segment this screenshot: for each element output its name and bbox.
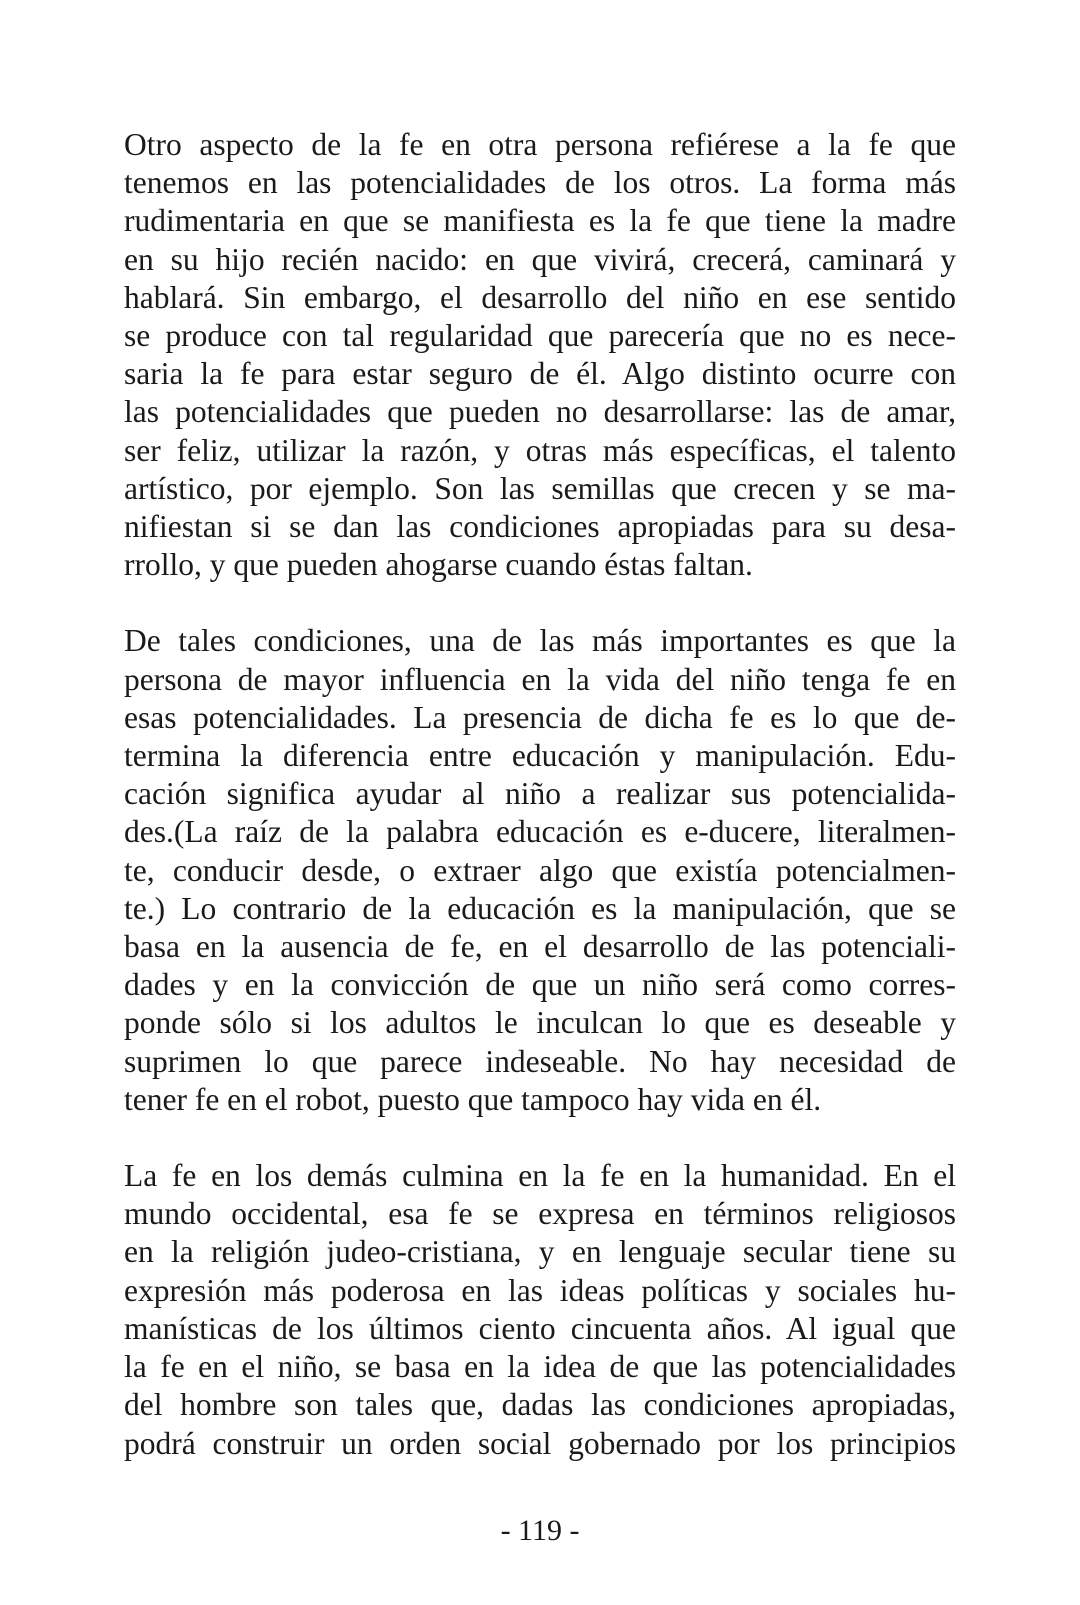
text-line: se produce con tal regularidad que parecería que no es nece- bbox=[124, 318, 956, 354]
text-line: la fe en el niño, se basa en la idea de que las potencialidades bbox=[124, 1349, 956, 1385]
text-line: saria la fe para estar seguro de él. Algo distinto ocurre con bbox=[124, 356, 956, 392]
text-line: del hombre son tales que, dadas las condiciones apropiadas, bbox=[124, 1387, 956, 1423]
text-line: en la religión judeo-cristiana, y en lenguaje secular tiene su bbox=[124, 1234, 956, 1270]
text-line: cación significa ayudar al niño a realizar sus potencialida- bbox=[124, 776, 956, 812]
paragraph-3 bbox=[124, 1157, 956, 1463]
paragraph-2 bbox=[124, 622, 956, 1119]
text-line: persona de mayor influencia en la vida del niño tenga fe en bbox=[124, 661, 956, 697]
text-line: tenemos en las potencialidades de los otros. La forma más bbox=[124, 165, 956, 201]
text-line: manísticas de los últimos ciento cincuenta años. Al igual que bbox=[124, 1310, 956, 1346]
text-line: esas potencialidades. La presencia de dicha fe es lo que de- bbox=[124, 699, 956, 735]
text-line: rudimentaria en que se manifiesta es la fe que tiene la madre bbox=[124, 203, 956, 239]
text-line: mundo occidental, esa fe se expresa en términos religiosos bbox=[124, 1196, 956, 1232]
text-line: suprimen lo que parece indeseable. No hay necesidad de bbox=[124, 1043, 956, 1079]
paragraph-1 bbox=[124, 126, 956, 584]
page-number: - 119 - bbox=[500, 1514, 580, 1547]
text-line: tener fe en el robot, puesto que tampoco hay vida en él. bbox=[124, 1081, 822, 1117]
text-line: De tales condiciones, una de las más importantes es que la bbox=[124, 623, 956, 659]
text-line: podrá construir un orden social gobernado por los principios bbox=[124, 1425, 956, 1461]
text-line: rrollo, y que pueden ahogarse cuando éstas faltan. bbox=[124, 547, 753, 583]
text-line: dades y en la convicción de que un niño será como corres- bbox=[124, 967, 956, 1003]
text-line: te.) Lo contrario de la educación es la manipulación, que se bbox=[124, 890, 956, 926]
text-line: Otro aspecto de la fe en otra persona refiérese a la fe que bbox=[124, 127, 956, 162]
text-line: te, conducir desde, o extraer algo que existía potencialmen- bbox=[124, 852, 956, 888]
text-line: nifiestan si se dan las condiciones apropiadas para su desa- bbox=[124, 509, 956, 545]
text-line: basa en la ausencia de fe, en el desarrollo de las potenciali- bbox=[124, 929, 956, 965]
text-line: ponde sólo si los adultos le inculcan lo que es deseable y bbox=[124, 1005, 956, 1041]
page-body bbox=[124, 126, 956, 1501]
text-line: ser feliz, utilizar la razón, y otras más específicas, el talento bbox=[124, 432, 956, 468]
text-line: artístico, por ejemplo. Son las semillas que crecen y se ma- bbox=[124, 470, 956, 506]
text-line: hablará. Sin embargo, el desarrollo del niño en ese sentido bbox=[124, 279, 956, 315]
text-line: La fe en los demás culmina en la fe en la humanidad. En el bbox=[124, 1158, 956, 1194]
text-line: las potencialidades que pueden no desarrollarse: las de amar, bbox=[124, 394, 956, 430]
text-line: termina la diferencia entre educación y manipulación. Edu- bbox=[124, 738, 956, 774]
text-line: des.(La raíz de la palabra educación es e-ducere, literalmen- bbox=[124, 814, 956, 850]
text-line: expresión más poderosa en las ideas políticas y sociales hu- bbox=[124, 1272, 956, 1308]
text-line: en su hijo recién nacido: en que vivirá, crecerá, caminará y bbox=[124, 241, 956, 277]
